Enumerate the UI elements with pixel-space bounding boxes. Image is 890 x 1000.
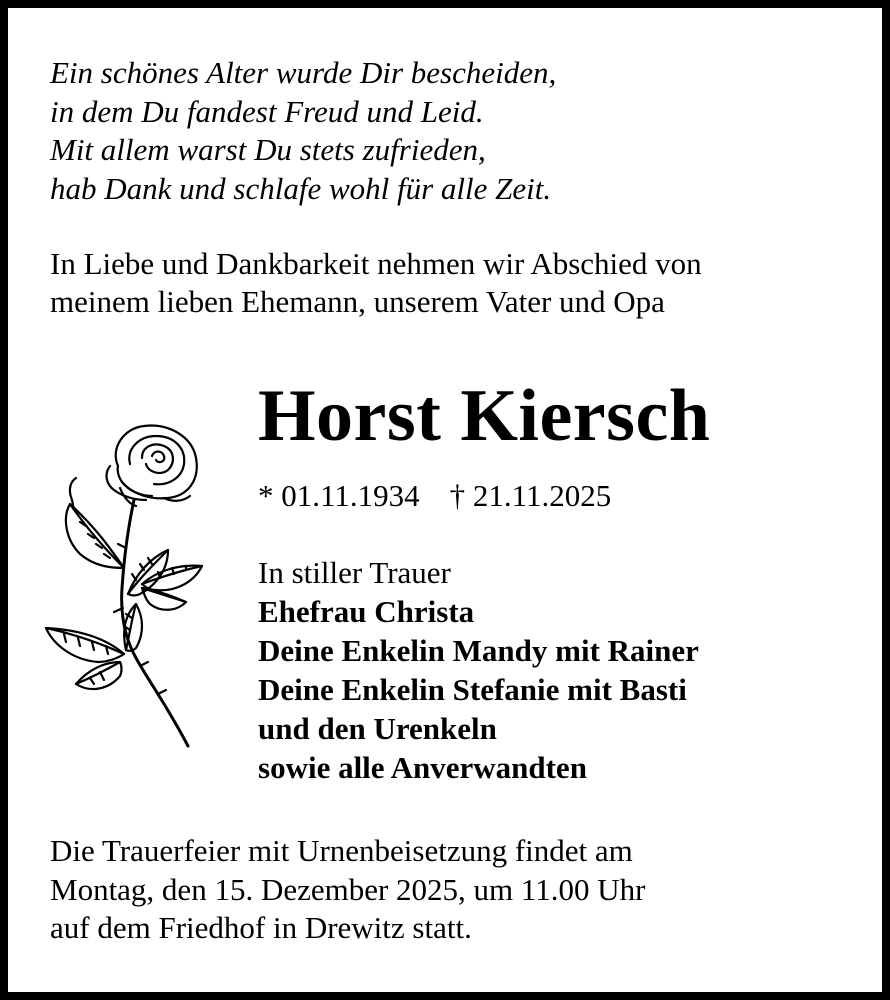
deceased-name: Horst Kiersch bbox=[258, 375, 711, 457]
death-date: † 21.11.2025 bbox=[449, 478, 612, 513]
birth-date: * 01.11.1934 bbox=[258, 478, 420, 513]
rose-blossom bbox=[107, 426, 197, 506]
mourner-name: Deine Enkelin Mandy mit Rainer bbox=[258, 633, 699, 668]
memorial-poem bbox=[50, 54, 850, 208]
life-dates bbox=[258, 476, 611, 516]
poem-line: hab Dank und schlafe wohl für alle Zeit. bbox=[50, 170, 552, 206]
rose-leaves bbox=[46, 478, 202, 689]
poem-line: in dem Du fandest Freud und Leid. bbox=[50, 93, 484, 129]
mourners-heading: In stiller Trauer bbox=[258, 555, 451, 590]
rose-icon bbox=[40, 418, 210, 758]
service-line: auf dem Friedhof in Drewitz statt. bbox=[50, 910, 472, 945]
mourner-name: sowie alle Anverwandten bbox=[258, 750, 587, 785]
service-details bbox=[50, 832, 850, 948]
mourners-list bbox=[258, 553, 699, 787]
mourner-name: und den Urenkeln bbox=[258, 711, 497, 746]
service-line: Montag, den 15. Dezember 2025, um 11.00 Uhr bbox=[50, 871, 646, 907]
poem-line: Ein schönes Alter wurde Dir bescheiden, bbox=[50, 55, 557, 90]
farewell-intro bbox=[50, 245, 850, 321]
mourner-name: Ehefrau Christa bbox=[258, 594, 475, 629]
intro-line: In Liebe und Dankbarkeit nehmen wir Abschied von bbox=[50, 246, 702, 281]
service-line: Die Trauerfeier mit Urnenbeisetzung findet am bbox=[50, 833, 633, 868]
poem-line: Mit allem warst Du stets zufrieden, bbox=[50, 132, 486, 167]
intro-line: meinem lieben Ehemann, unserem Vater und Opa bbox=[50, 284, 665, 319]
mourner-name: Deine Enkelin Stefanie mit Basti bbox=[258, 672, 687, 707]
